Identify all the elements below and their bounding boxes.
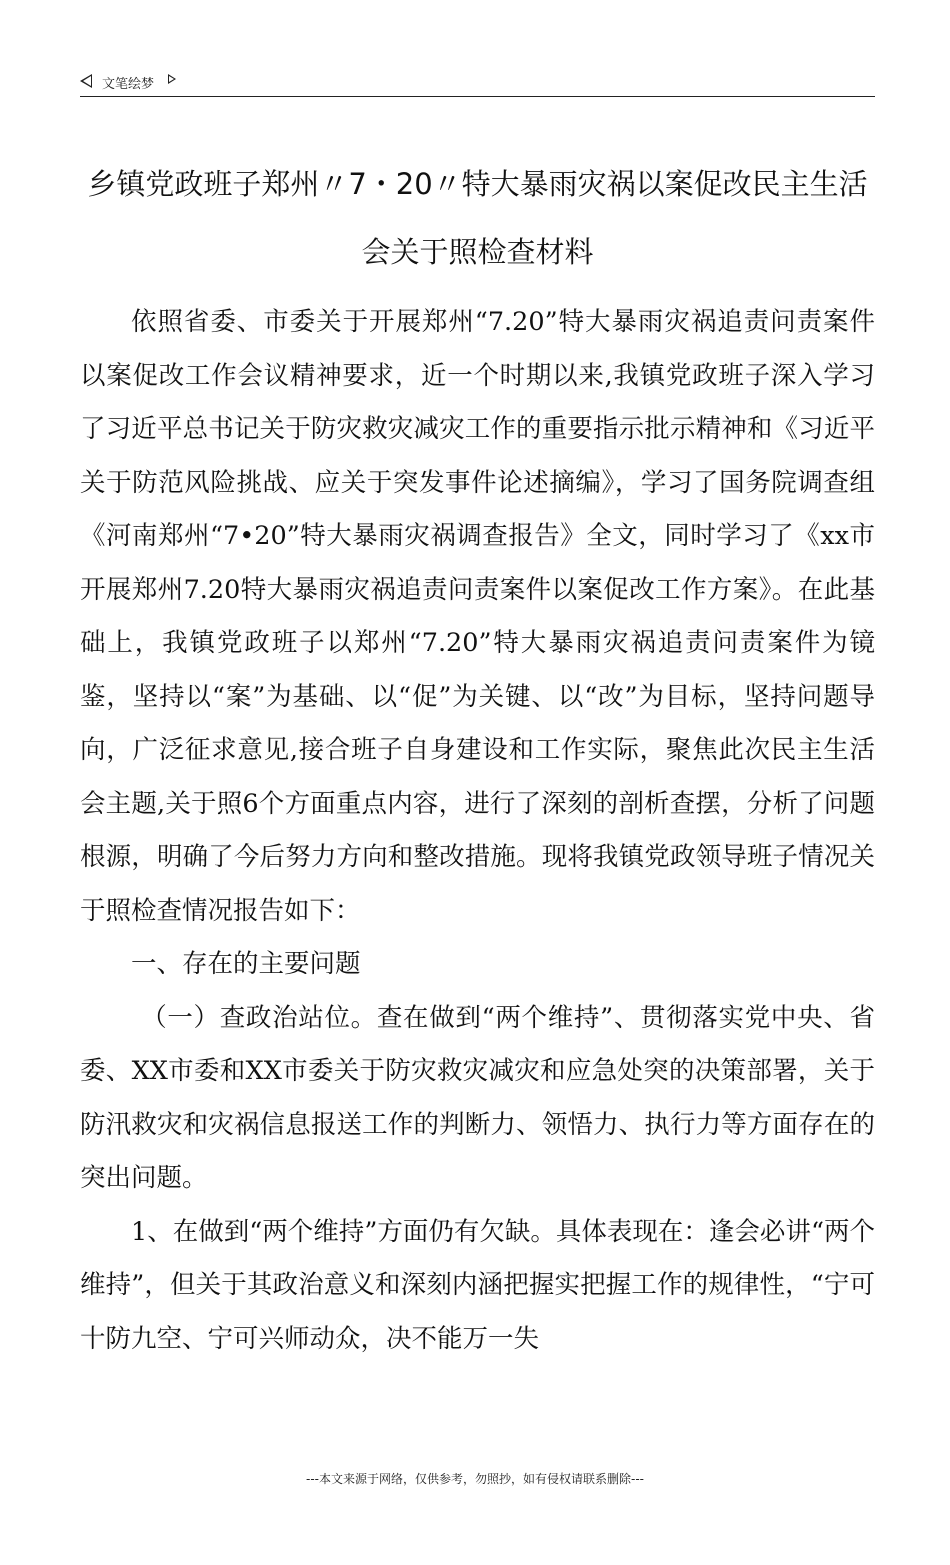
page-header [80,66,875,97]
document-title: 乡镇党政班子郑州〃7・20〃特大暴雨灾祸以案促改民主生活会关于照检查材料 [87,167,868,269]
document-body [80,296,875,1366]
header-brand: 文笔绘梦 [102,77,155,92]
footer-notice: ---本文来源于网络，仅供参考，勿照抄，如有侵权请联系删除--- [306,1472,644,1486]
triangle-left-icon [80,74,92,88]
section-heading: 一、存在的主要问题 [131,949,361,979]
triangle-right-icon [168,74,176,84]
paragraph-item-1: 1、在做到“两个维持”方面仍有欠缺。具体表现在：逢会必讲“两个维持”，但关于其政治意义和深刻内涵把握实把握工作的规律性，“宁可十防九空、宁可兴师动众，决不能万一失 [80,1216,875,1354]
subsection-paragraph: （一）查政治站位。查在做到“两个维持”、贯彻落实党中央、省委、XX市委和XX市委关于防灾救灾减灾和应急处突的决策部署，关于防汛救灾和灾祸信息报送工作的判断力、领悟力、执行力等方面存在的突出问题。 [80,1002,875,1193]
paragraph-intro: 依照省委、市委关于开展郑州“7.20”特大暴雨灾祸追责问责案件以案促改工作会议精神要求，近一个时期以来,我镇党政班子深入学习了习近平总书记关于防灾救灾减灾工作的重要指示批示精神和《习近平关于防范风险挑战、应关于突发事件论述摘编》，学习了国务院调查组《河南郑州“7•20”特大暴雨灾祸调查报告》全文，同时学习了《xx市开展郑州7.20特大暴雨灾祸追责问责案件以案促改工作方案》。在此基础上，我镇党政班子以郑州“7.20”特大暴雨灾祸追责问责案件为镜鉴，坚持以“案”为基础、以“促”为关键、以“改”为目标，坚持问题导向，广泛征求意见,接合班子自身建设和工作实际，聚焦此次民主生活会主题,关于照6个方面重点内容，进行了深刻的剖析查摆，分析了问题根源，明确了今后努力方向和整改措施。现将我镇党政领导班子情况关于照检查情况报告如下： [80,307,875,926]
